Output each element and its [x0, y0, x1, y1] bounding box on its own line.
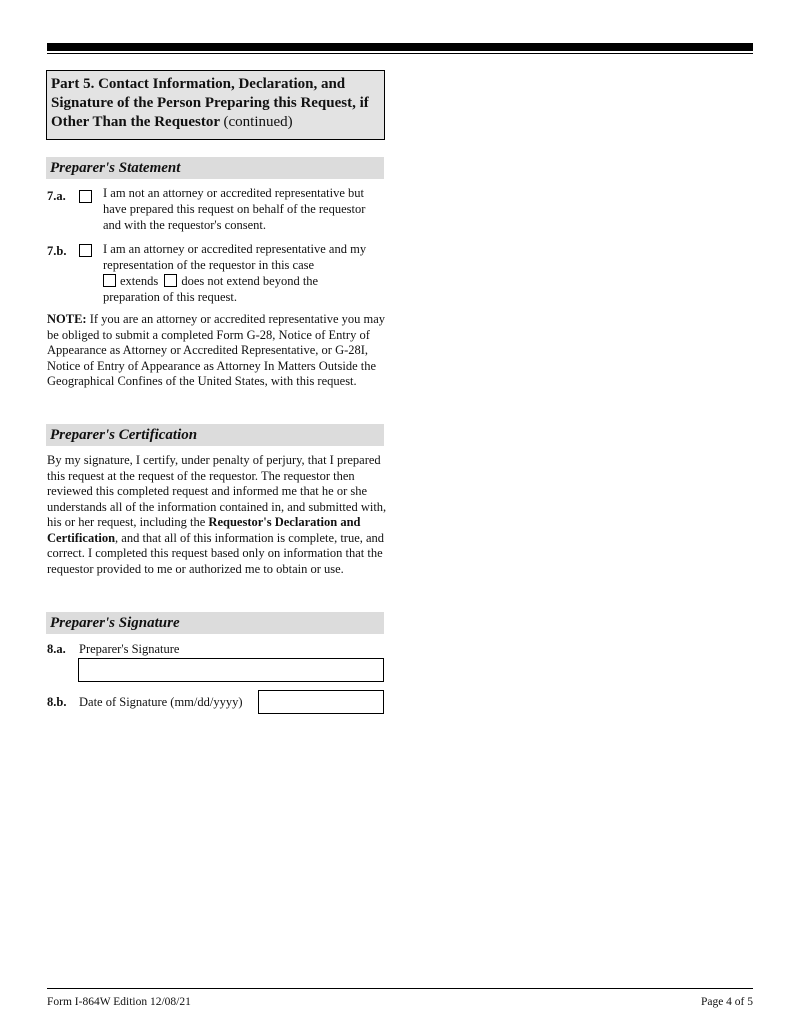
- footer-page-number: Page 4 of 5: [700, 996, 753, 1008]
- certification-text-a: By my signature, I certify, under penalty of perjury, that I prepared this request at the request of the requestor. The requestor then reviewed this completed request and informed me that he or she understands all of the information contained in, and submitted with, his or her request, including the: [47, 453, 387, 529]
- section-heading-certification: Preparer's Certification: [46, 424, 384, 446]
- signature-date-field[interactable]: [258, 690, 384, 714]
- note-paragraph: [47, 312, 387, 390]
- option-not-extend-label: does not extend beyond the: [181, 274, 319, 288]
- item-7b-number: 7.b.: [47, 244, 67, 258]
- footer-form-edition: Form I-864W Edition 12/08/21: [47, 996, 191, 1008]
- checkbox-extends[interactable]: [103, 274, 116, 287]
- part-continued: (continued): [223, 114, 293, 130]
- header-thick-rule: [47, 43, 753, 51]
- item-7b-text: I am an attorney or accredited representative and my representation of the requestor in this case: [103, 242, 367, 272]
- checkbox-7a[interactable]: [79, 190, 92, 203]
- part-title: Part 5. Contact Information, Declaration, and Signature of the Person Preparing this Request, if Other Than the Requestor: [51, 76, 369, 130]
- item-8b-label: Date of Signature (mm/dd/yyyy): [79, 695, 243, 709]
- section-heading-statement: Preparer's Statement: [46, 157, 384, 179]
- option-extends-label: extends: [120, 274, 159, 288]
- item-7b-options: [103, 273, 385, 289]
- note-text: If you are an attorney or accredited representative you may be obliged to submit a completed Form G-28, Notice of Entry of Appearance as Attorney or Accredited Representative, or G-28I, Notice of Entry of Appearance as Attorney In Matters Outside the Geographical Confines of the United States, with this request.: [47, 312, 386, 388]
- checkbox-7b[interactable]: [79, 244, 92, 257]
- item-7a-number: 7.a.: [47, 189, 66, 203]
- certification-paragraph: [47, 453, 387, 577]
- certification-text-bold: Requestor's Declaration and Certification: [47, 515, 361, 545]
- preparer-signature-field[interactable]: [78, 658, 384, 682]
- item-7b-tail: preparation of this request.: [103, 290, 237, 304]
- part-5-title-box: [46, 70, 385, 140]
- header-thin-rule: [47, 53, 753, 54]
- section-heading-signature: Preparer's Signature: [46, 612, 384, 634]
- note-label: NOTE:: [47, 312, 87, 326]
- certification-text-b: , and that all of this information is complete, true, and correct. I completed this request based only on information that the requestor provided to me or authorized me to obtain or use.: [47, 530, 385, 576]
- item-8a-number: 8.a.: [47, 642, 66, 656]
- checkbox-does-not-extend[interactable]: [164, 274, 177, 287]
- item-7a-text: I am not an attorney or accredited representative but have prepared this request on behalf of the requestor and with the requestor's consent.: [103, 186, 366, 232]
- footer-rule: [47, 988, 753, 989]
- item-8a-label: Preparer's Signature: [79, 642, 180, 656]
- item-8b-number: 8.b.: [47, 695, 67, 709]
